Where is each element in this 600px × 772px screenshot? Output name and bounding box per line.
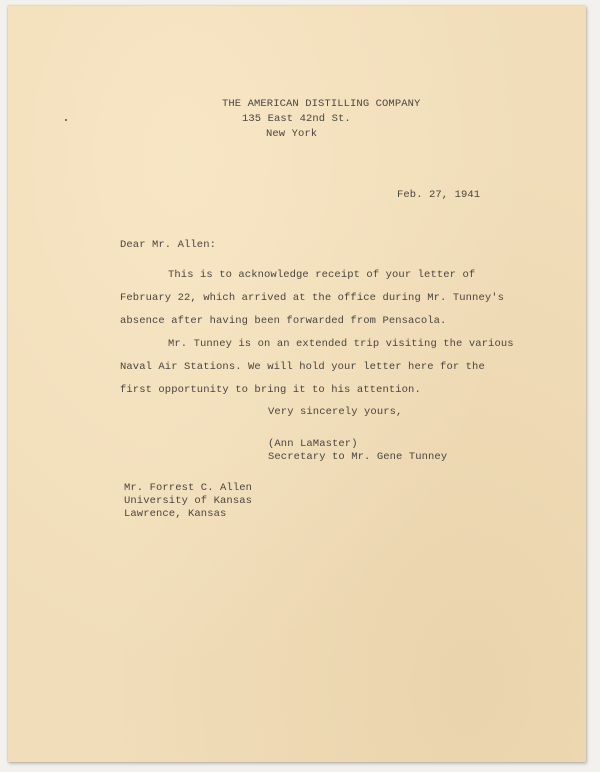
body-line: first opportunity to bring it to his attention. [120, 384, 421, 396]
signature-title: Secretary to Mr. Gene Tunney [268, 451, 448, 463]
letterhead-street: 135 East 42nd St. [242, 113, 351, 125]
ink-speck [65, 119, 67, 121]
body-line: Mr. Tunney is on an extended trip visiting the various [168, 338, 514, 350]
recipient-org: University of Kansas [124, 495, 253, 507]
salutation: Dear Mr. Allen: [120, 239, 217, 251]
recipient-location: Lawrence, Kansas [124, 508, 227, 520]
letter-page [8, 6, 586, 762]
letterhead-city: New York [266, 128, 318, 140]
body-line: February 22, which arrived at the office during Mr. Tunney's [120, 292, 505, 304]
closing: Very sincerely yours, [268, 406, 403, 418]
signature-name: (Ann LaMaster) [268, 438, 358, 450]
body-line: Naval Air Stations. We will hold your letter here for the [120, 361, 485, 373]
body-line: absence after having been forwarded from Pensacola. [120, 315, 447, 327]
letter-date: Feb. 27, 1941 [397, 189, 481, 201]
letterhead-company: THE AMERICAN DISTILLING COMPANY [222, 98, 421, 110]
body-line: This is to acknowledge receipt of your letter of [168, 269, 476, 281]
recipient-name: Mr. Forrest C. Allen [124, 482, 253, 494]
